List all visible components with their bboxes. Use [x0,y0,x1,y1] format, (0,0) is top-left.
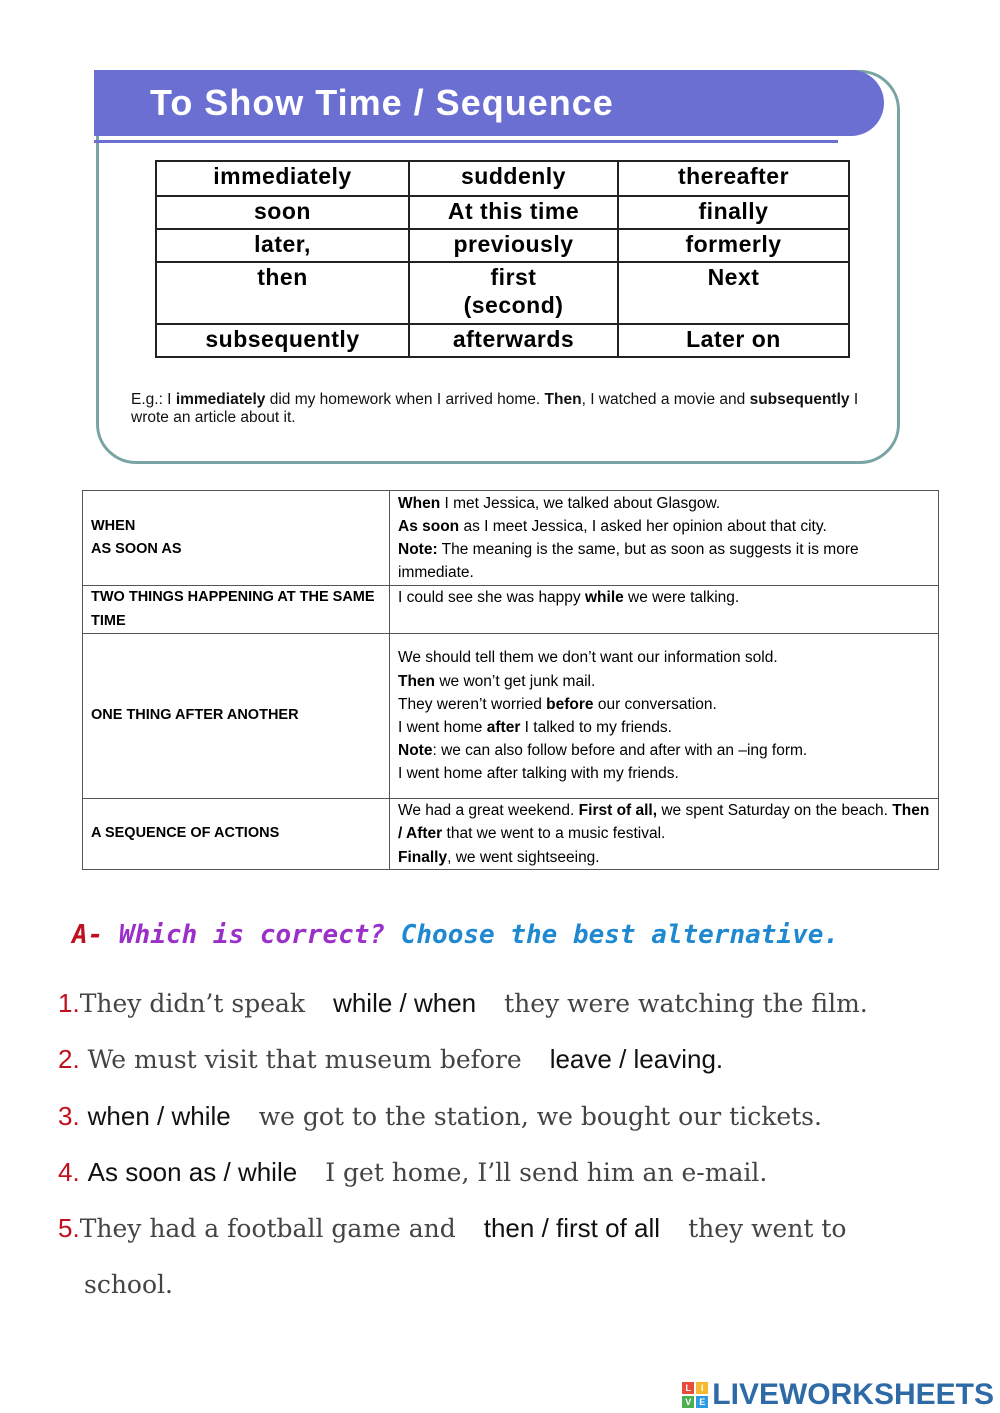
word-cell: Next [618,262,849,324]
word-cell: subsequently [156,324,409,357]
answer-options[interactable]: then / first of all [483,1213,661,1243]
word-cell: soon [156,196,409,229]
word-cell: At this time [409,196,618,229]
table-row [83,586,939,634]
row-content: When I met Jessica, we talked about Glasgow. As soon as I meet Jessica, I asked her opinion about that city. Note: The meaning is the same, but as soon as suggests it is more immediate. [390,491,939,586]
exercise-title [72,920,839,950]
exercise-item: 2. We must visit that museum before leave / leaving. [58,1044,724,1074]
logo-mark-icon: L I V E [682,1382,708,1408]
panel-title: To Show Time / Sequence [150,82,614,123]
exercise-question: Which is correct? [118,920,386,950]
row-content: We had a great weekend. First of all, we spent Saturday on the beach. Then / After that we went to a music festival. Finally, we went sightseeing. [390,799,939,870]
example-sentence: E.g.: I immediately did my homework when I arrived home. Then, I watched a movie and subsequently I wrote an article about it. [131,391,859,426]
answer-options[interactable]: As soon as / while [87,1157,298,1187]
answer-options[interactable]: when / while [87,1101,231,1131]
word-cell: first (second) [409,262,618,324]
word-cell: Later on [618,324,849,357]
exercise-item: 4. As soon as / while I get home, I’ll send him an e-mail. [58,1157,768,1187]
table-row [156,262,849,324]
sequence-words-table [155,160,850,358]
exercise-item-continuation: school. [84,1270,173,1299]
exercise-instruction: Choose the best alternative. [400,920,840,950]
row-label: WHEN AS SOON AS [83,491,390,586]
answer-options[interactable]: while / when [333,988,477,1018]
word-cell: then [156,262,409,324]
word-cell: later, [156,229,409,262]
exercise-item: 1.They didn’t speak while / when they were watching the film. [58,988,868,1018]
row-content: I could see she was happy while we were talking. [390,586,939,634]
row-content: We should tell them we don’t want our information sold. Then we won’t get junk mail. They weren’t worried before our conversation. I went home after I talked to my friends. Note: we can also follow before and after with an –ing form. I went home after talking with my friends. [390,634,939,799]
table-row [83,491,939,586]
banner-underline [94,140,838,143]
word-cell: previously [409,229,618,262]
exercise-prefix: A- [72,920,104,950]
table-row [156,229,849,262]
table-row [83,799,939,870]
grammar-table [82,490,939,870]
table-row [156,196,849,229]
table-row [83,634,939,799]
word-cell: immediately [156,161,409,196]
word-cell: thereafter [618,161,849,196]
word-cell: suddenly [409,161,618,196]
word-cell: formerly [618,229,849,262]
row-label: TWO THINGS HAPPENING AT THE SAME TIME [83,586,390,634]
exercise-item: 3. when / while we got to the station, we bought our tickets. [58,1101,822,1131]
exercise-item: 5.They had a football game and then / first of all they went to [58,1213,847,1243]
table-row [156,161,849,196]
word-cell: afterwards [409,324,618,357]
row-label: A SEQUENCE OF ACTIONS [83,799,390,870]
word-cell: finally [618,196,849,229]
answer-options[interactable]: leave / leaving. [549,1044,724,1074]
table-row [156,324,849,357]
row-label: ONE THING AFTER ANOTHER [83,634,390,799]
liveworksheets-logo: L I V E LIVEWORKSHEETS [682,1378,994,1412]
